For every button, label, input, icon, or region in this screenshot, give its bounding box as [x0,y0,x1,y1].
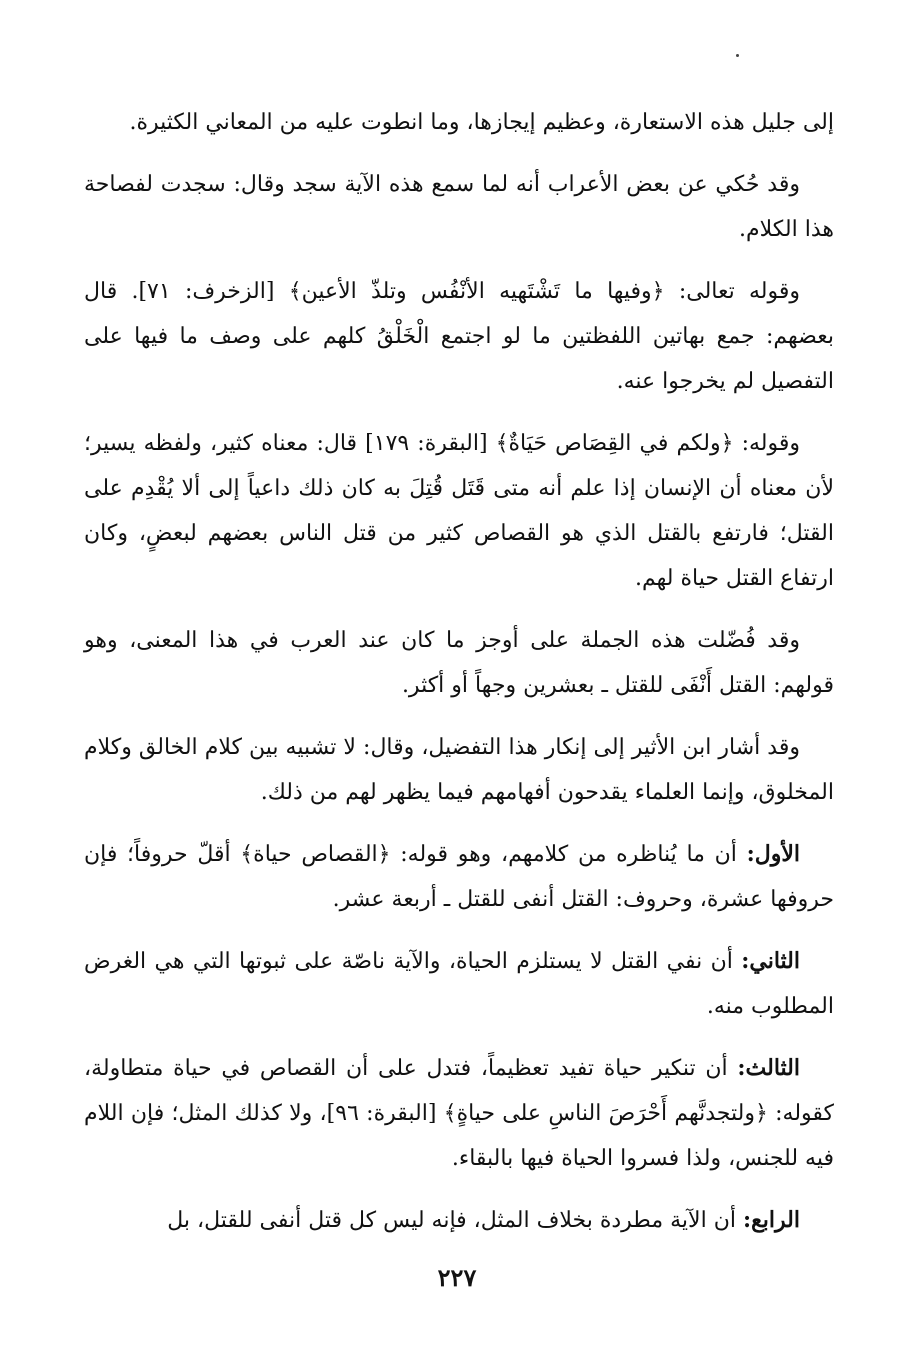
paragraph-text: وقد فُضّلت هذه الجملة على أوجز ما كان عند العرب في هذا المعنى، وهو قولهم: القتل أَنْفَى للقتل ـ بعشرين وجهاً أو أكثر. [84,628,834,698]
paragraph-8 [84,939,834,1029]
paragraph-text: وقوله تعالى: ﴿وفيها ما تَشْتَهيه الأنْفُس وتلذّ الأعين﴾ [الزخرف: ٧١]. قال بعضهم: جمع بهاتين اللفظتين ما لو اجتمع الْخَلْقُ كلهم على وصف ما فيها على التفصيل لم يخرجوا عنه. [84,279,834,394]
paragraph-1 [84,100,834,145]
paragraph-5 [84,618,834,708]
paragraph-10 [84,1198,834,1243]
paragraph-text: وقد أشار ابن الأثير إلى إنكار هذا التفضيل، وقال: لا تشبيه بين كلام الخالق وكلام المخلوق، وإنما العلماء يقدحون أفهامهم فيما يظهر لهم من ذلك. [84,735,834,805]
paragraph-4 [84,421,834,601]
paragraph-text: وقد حُكي عن بعض الأعراب أنه لما سمع هذه الآية سجد وقال: سجدت لفصاحة هذا الكلام. [84,172,834,242]
paragraph-6 [84,725,834,815]
paragraph-text: أن تنكير حياة تفيد تعظيماً، فتدل على أن القصاص في حياة متطاولة، كقوله: ﴿ولتجدنَّهم أَحْرَصَ الناسِ على حياةٍ﴾ [البقرة: ٩٦]، ولا كذلك المثل؛ فإن اللام فيه للجنس، ولذا فسروا الحياة فيها بالبقاء. [84,1056,834,1171]
page-number: ٢٢٧ [437,1263,477,1292]
body-text [84,100,834,1260]
paragraph-text: أن نفي القتل لا يستلزم الحياة، والآية ناصّة على ثبوتها التي هي الغرض المطلوب منه. [84,949,834,1019]
paragraph-lead: الأول: [746,841,800,867]
paragraph-lead: الثاني: [741,948,800,974]
paragraph-text: أن الآية مطردة بخلاف المثل، فإنه ليس كل قتل أنفى للقتل، بل [167,1208,743,1233]
page-speck [736,54,739,57]
paragraph-text: وقوله: ﴿ولكم في القِصَاص حَيَاةٌ﴾ [البقرة: ١٧٩] قال: معناه كثير، ولفظه يسير؛ لأن معناه أن الإنسان إذا علم أنه متى قَتَل قُتِلَ به كان ذلك داعياً إلى ألا يُقْدِم على القتل؛ فارتفع بالقتل الذي هو القصاص كثير من قتل الناس بعضهم لبعضٍ، وكان ارتفاع القتل حياة لهم. [84,431,834,591]
paragraph-text: إلى جليل هذه الاستعارة، وعظيم إيجازها، وما انطوت عليه من المعاني الكثيرة. [129,110,834,135]
paragraph-9 [84,1046,834,1181]
paragraph-3 [84,269,834,404]
paragraph-text: أن ما يُناظره من كلامهم، وهو قوله: ﴿القصاص حياة﴾ أقلّ حروفاً؛ فإن حروفها عشرة، وحروف: القتل أنفى للقتل ـ أربعة عشر. [84,842,834,912]
paragraph-7 [84,832,834,922]
paragraph-2 [84,162,834,252]
paragraph-lead: الرابع: [742,1207,800,1233]
paragraph-lead: الثالث: [737,1055,800,1081]
